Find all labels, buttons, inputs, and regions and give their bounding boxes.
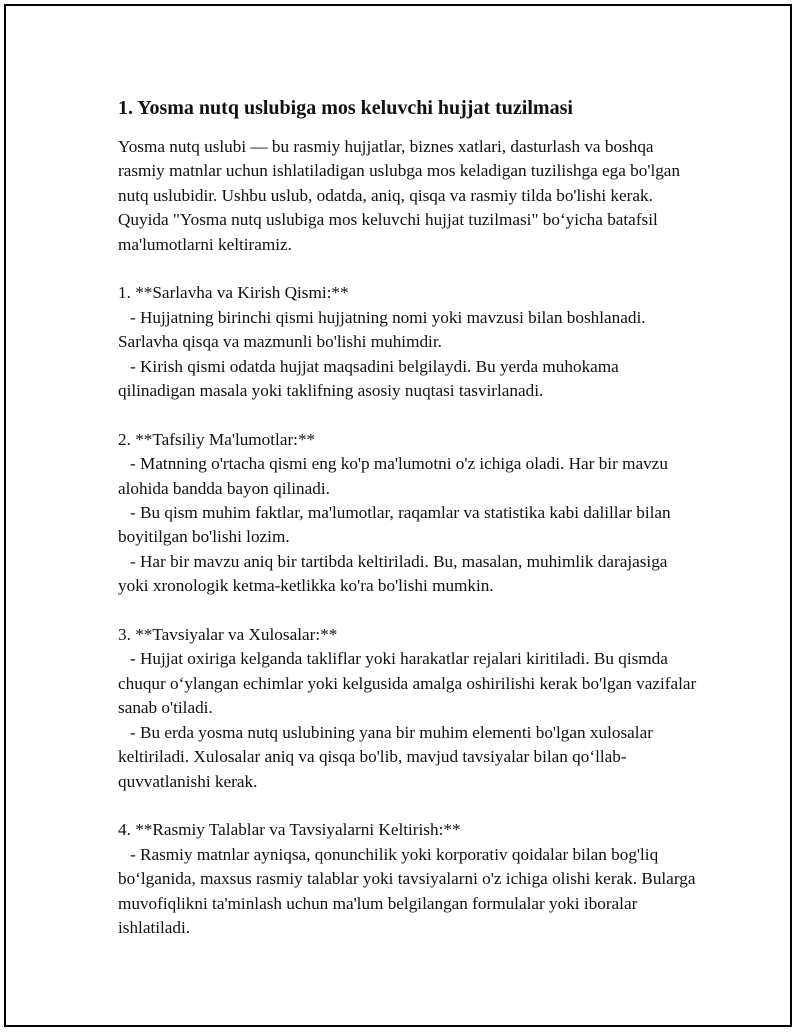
section-item: - Rasmiy matnlar ayniqsa, qonunchilik yoki korporativ qoidalar bilan bog'liq bo‘lganida, maxsus rasmiy talablar yoki tavsiyalarni o'z ichiga olishi kerak. Bularga muvofiqlikni ta'minlash uchun ma'lum belgilangan formulalar yoki iboralar ishlatiladi. bbox=[118, 844, 696, 937]
section-item: - Hujjatning birinchi qismi hujjatning nomi yoki mavzusi bilan boshlanadi. Sarlavha qisqa va mazmunli bo'lishi muhimdir. bbox=[118, 307, 646, 352]
section-item: - Bu qism muhim faktlar, ma'lumotlar, raqamlar va statistika kabi dalillar bilan boyitilgan bo'lishi lozim. bbox=[118, 503, 671, 547]
section-item: - Bu erda yosma nutq uslubining yana bir muhim elementi bo'lgan xulosalar keltiriladi. Xulosalar aniq va qisqa bo'lib, mavjud tavsiyalar bilan qo‘llab-quvvatlanishi kerak. bbox=[118, 722, 653, 791]
section-heading: 1. **Sarlavha va Kirish Qismi:** bbox=[118, 283, 349, 303]
section-item: - Kirish qismi odatda hujjat maqsadini belgilaydi. Bu yerda muhokama qilinadigan masala yoki taklifning asosiy nuqtasi tasvirlanadi. bbox=[118, 356, 619, 401]
section-4 bbox=[118, 818, 698, 940]
section-item: - Hujjat oxiriga kelganda takliflar yoki harakatlar rejalari kiritiladi. Bu qismda chuqur o‘ylangan echimlar yoki kelgusida amalga oshirilishi kerak bo'lgan vazifalar sanab o'tiladi. bbox=[118, 649, 697, 718]
section-item: - Har bir mavzu aniq bir tartibda keltiriladi. Bu, masalan, muhimlik darajasiga yoki xronologik ketma-ketlikka ko'ra bo'lishi mumkin. bbox=[118, 551, 668, 596]
section-heading: 4. **Rasmiy Talablar va Tavsiyalarni Keltirish:** bbox=[118, 820, 461, 840]
intro-paragraph: Yosma nutq uslubi — bu rasmiy hujjatlar, biznes xatlari, dasturlash va boshqa rasmiy matnlar uchun ishlatiladigan uslubga mos keladigan tuzilishga ega bo'lgan nutq uslubidir. Ushbu uslub, odatda, aniq, qisqa va rasmiy tilda bo'lishi kerak. Quyida "Yosma nutq uslubiga mos keluvchi hujjat tuzilmasi" bo‘yicha batafsil ma'lumotlarni keltiramiz. bbox=[118, 137, 681, 254]
section-3 bbox=[118, 623, 698, 794]
document-body bbox=[118, 95, 698, 940]
document-title: 1. Yosma nutq uslubiga mos keluvchi hujjat tuzilmasi bbox=[118, 97, 573, 119]
section-heading: 2. **Tafsiliy Ma'lumotlar:** bbox=[118, 429, 316, 449]
section-heading: 3. **Tavsiyalar va Xulosalar:** bbox=[118, 625, 338, 645]
section-1 bbox=[118, 281, 698, 403]
section-item: - Matnning o'rtacha qismi eng ko'p ma'lumotni o'z ichiga oladi. Har bir mavzu alohida bandda bayon qilinadi. bbox=[118, 454, 668, 498]
section-2 bbox=[118, 428, 698, 599]
